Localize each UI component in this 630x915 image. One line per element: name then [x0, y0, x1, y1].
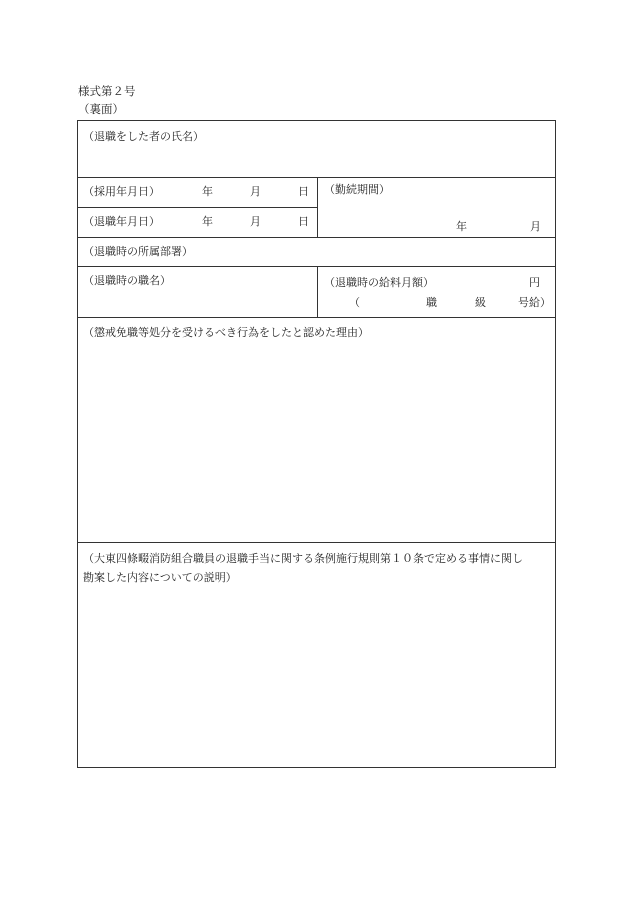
hire-date-year: 年: [202, 185, 213, 198]
salary-open-paren: （: [349, 296, 360, 309]
service-period-month: 月: [530, 220, 541, 233]
service-period-year: 年: [456, 220, 467, 233]
salary-shoku: 職: [426, 296, 437, 309]
position-label: （退職時の職名）: [83, 274, 171, 287]
retirement-form-table: [77, 120, 556, 768]
explanation-line-2: 勘案した内容についての説明）: [83, 571, 237, 584]
divider-line: [78, 542, 555, 543]
retire-date-day: 日: [298, 215, 309, 228]
divider-line: [78, 207, 317, 208]
divider-line: [317, 266, 318, 317]
retire-date-month: 月: [250, 215, 261, 228]
hire-date-month: 月: [250, 185, 261, 198]
hire-date-label: （採用年月日）: [83, 185, 160, 198]
divider-line: [78, 317, 555, 318]
retire-date-year: 年: [202, 215, 213, 228]
salary-yen: 円: [529, 276, 540, 289]
salary-label: （退職時の給料月額）: [324, 276, 434, 289]
form-number: 様式第２号: [78, 84, 136, 98]
form-side-label: （裏面）: [78, 102, 124, 116]
retire-date-label: （退職年月日）: [83, 215, 160, 228]
salary-gokyu: 号給）: [518, 296, 551, 309]
service-period-label: （勤続期間）: [324, 183, 390, 196]
explanation-line-1: （大東四條畷消防組合職員の退職手当に関する条例施行規則第１０条で定める事情に関し: [83, 552, 523, 565]
reason-label: （懲戒免職等処分を受けるべき行為をしたと認めた理由）: [83, 326, 369, 339]
hire-date-day: 日: [298, 185, 309, 198]
retiree-name-label: （退職をした者の氏名）: [83, 130, 204, 143]
salary-kyu: 級: [475, 296, 486, 309]
department-label: （退職時の所属部署）: [83, 245, 193, 258]
divider-line: [78, 237, 555, 238]
divider-line: [317, 177, 318, 237]
